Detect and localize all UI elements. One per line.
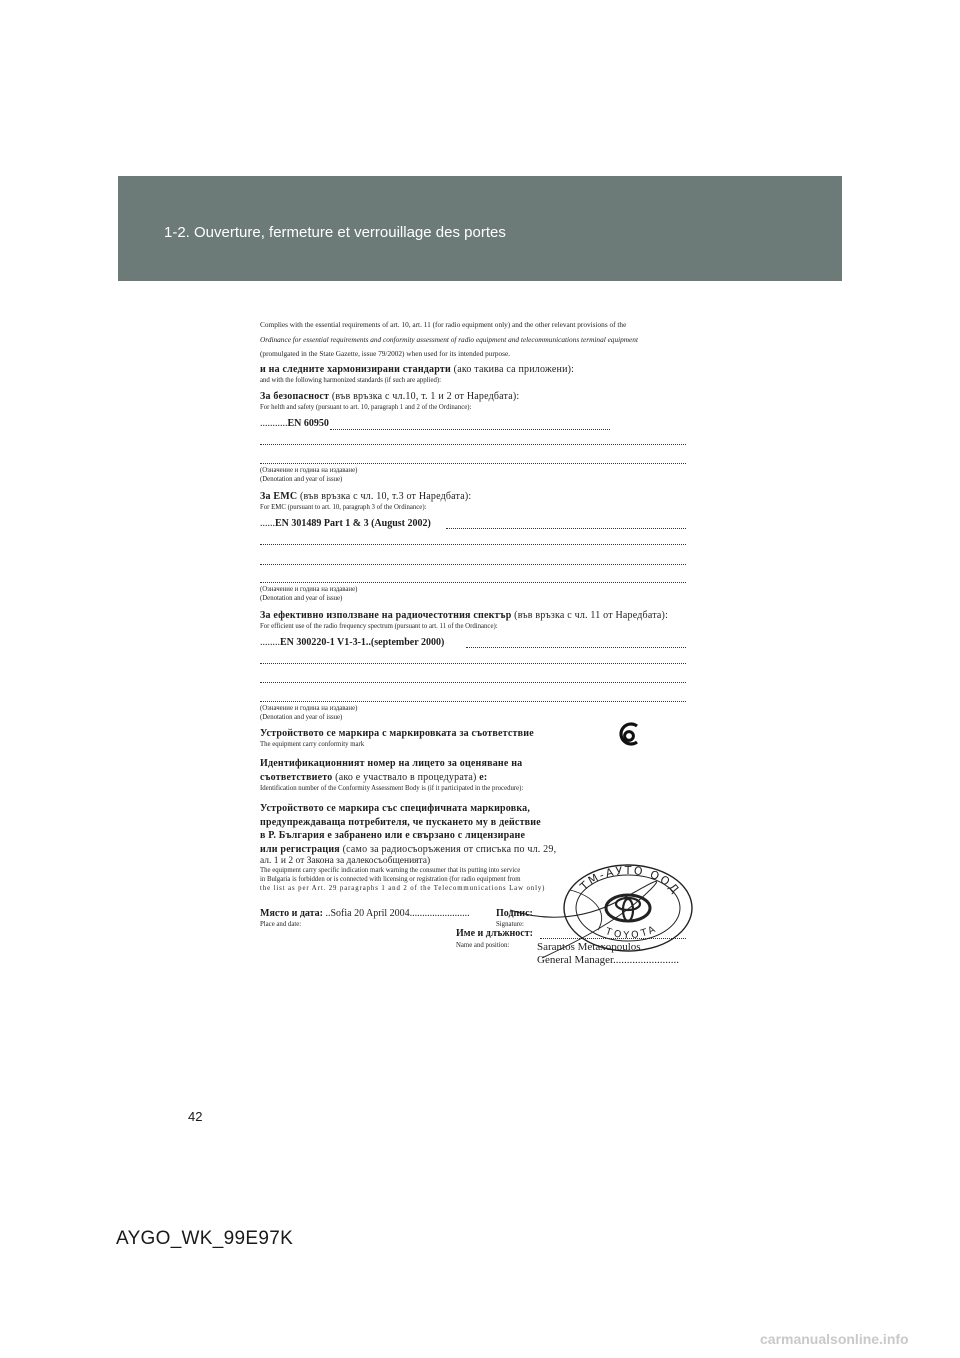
emc-heading [260, 491, 471, 502]
place-value: ..Sofia 20 April 2004........................ [325, 908, 470, 919]
marking-en-1: The equipment carry specific indication mark warning the consumer that its putting into service [260, 867, 521, 874]
denotation-bg: (Означение и година на издаване) [260, 586, 358, 593]
spectrum-standard: EN 300220-1 V1-3-1..(september 2000) [280, 637, 445, 648]
spectrum-en: For efficient use of the radio frequency spectrum (pursuant to art. 11 of the Ordinance): [260, 623, 498, 630]
intro-line-1: Complies with the essential requirements of art. 10, art. 11 (for radio equipment only) and the other relevant provisions of the [260, 320, 627, 329]
harmonized-heading [260, 364, 574, 375]
header-band [118, 176, 842, 281]
document-code: AYGO_WK_99E97K [116, 1228, 294, 1249]
safety-heading [260, 391, 519, 402]
marking-bg-5: ал. 1 и 2 от Закона за далекосъобщенията) [260, 856, 431, 866]
conformity-bg: Устройството се маркира с маркировката за съответствие [260, 728, 534, 739]
position-value: General Manager........................ [537, 954, 680, 966]
spectrum-bg: За ефективно използване на радиочестотния спектър [260, 610, 512, 621]
fill-line [260, 564, 686, 565]
spectrum-standard-line [260, 637, 444, 648]
toyota-logo-icon [606, 895, 650, 921]
place-en: Place and date: [260, 921, 302, 928]
id-bg-2-end: е: [479, 772, 488, 783]
marking-bg-1: Устройството се маркира със специфичната маркировка, [260, 803, 531, 814]
id-bg-2: съответствието [260, 772, 333, 783]
fill-line [330, 429, 610, 430]
denotation-en: (Denotation and year of issue) [260, 714, 343, 721]
denotation-bg: (Означение и година на издаване) [260, 705, 358, 712]
marking-bg-4-note: (само за радиосъоръжения от списъка по чл. 29, [342, 844, 557, 855]
intro-line-2: Ordinance for essential requirements and conformity assessment of radio equipment and telecommunications terminal equipment [260, 335, 638, 344]
watermark: carmanualsonline.info [760, 1331, 909, 1347]
fill-line [260, 663, 686, 664]
safety-standard: EN 60950 [287, 418, 329, 429]
intro-line-3: (promulgated in the State Gazette, issue 79/2002) when used for its intended purpose. [260, 349, 511, 358]
emc-standard: EN 301489 Part 1 & 3 (August 2002) [275, 518, 431, 529]
name-value: Sarantos Metaxopoulos [537, 941, 641, 953]
fill-line [260, 444, 686, 445]
spectrum-prefix: ........ [260, 637, 280, 648]
marking-en-2: in Bulgaria is forbidden or is connected with licensing or registration (for radio equipment from [260, 876, 521, 883]
marking-en-3: the list as per Art. 29 paragraphs 1 and 2 of the Telecommunications Law only) [260, 885, 546, 892]
fill-line [260, 582, 686, 583]
safety-bg: За безопасност [260, 391, 330, 402]
safety-prefix: ........... [260, 418, 288, 429]
denotation-bg: (Означение и година на издаване) [260, 467, 358, 474]
stamp-top-text: ТМ-АУТО ООД [577, 863, 683, 898]
name-bg: Име и длъжност: [456, 928, 533, 939]
stamp-bottom-text: TOYOTA [604, 922, 660, 942]
safety-standard-line [260, 418, 329, 429]
marking-bg-2: предупреждаваща потребителя, че пускането му в действие [260, 817, 541, 828]
denotation-en: (Denotation and year of issue) [260, 476, 343, 483]
harmonized-bg-note: (ако такива са приложени): [453, 364, 575, 375]
emc-bg: За ЕМС [260, 491, 298, 502]
conformity-mark-icon [618, 720, 640, 748]
fill-line [260, 682, 686, 683]
id-bg-2-line [260, 772, 487, 783]
page-number: 42 [188, 1109, 203, 1124]
svg-text:TOYOTA [603, 923, 660, 941]
safety-en: For helth and safety (pursuant to art. 10, paragraph 1 and 2 of the Ordinance): [260, 404, 472, 411]
marking-bg-3: в Р. България е забранено или е свързано с лицензиране [260, 830, 526, 841]
emc-prefix: ...... [260, 518, 275, 529]
signature-en: Signature: [496, 921, 524, 928]
company-stamp-and-signature [500, 850, 700, 960]
emc-standard-line [260, 518, 431, 529]
fill-line [466, 647, 686, 648]
marking-bg-4: или регистрация [260, 844, 340, 855]
spectrum-bg-note: (във връзка с чл. 11 от Наредбата): [514, 610, 669, 621]
place-line [260, 908, 470, 919]
emc-bg-note: (във връзка с чл. 10, т.3 от Наредбата): [300, 491, 472, 502]
fill-line [260, 701, 686, 702]
fill-line [446, 528, 686, 529]
signature-bg: Подпис: [496, 908, 533, 919]
spectrum-heading [260, 610, 668, 621]
place-bg: Място и дата: [260, 908, 323, 919]
harmonized-bg: и на следните хармонизирани стандарти [260, 364, 451, 375]
id-bg-2-note: (ако е участвало в процедурата) [335, 772, 477, 783]
harmonized-en: and with the following harmonized standards (if such are applied): [260, 377, 442, 384]
fill-line [260, 544, 686, 545]
safety-bg-note: (във връзка с чл.10, т. 1 и 2 от Наредбата): [331, 391, 520, 402]
fill-line [260, 463, 686, 464]
id-bg-1: Идентификационният номер на лицето за оценяване на [260, 758, 523, 769]
name-en: Name and position: [456, 942, 510, 949]
conformity-en: The equipment carry conformity mark [260, 741, 365, 748]
emc-en: For EMC (pursuant to art. 10, paragraph 3 of the Ordinance): [260, 504, 427, 511]
svg-text:ТМ-АУТО ООД [577, 864, 683, 897]
denotation-en: (Denotation and year of issue) [260, 595, 343, 602]
section-title: 1-2. Ouverture, fermeture et verrouillage des portes [164, 224, 506, 241]
id-en: Identification number of the Conformity Assessment Body is (if it participated in the procedure): [260, 785, 524, 792]
